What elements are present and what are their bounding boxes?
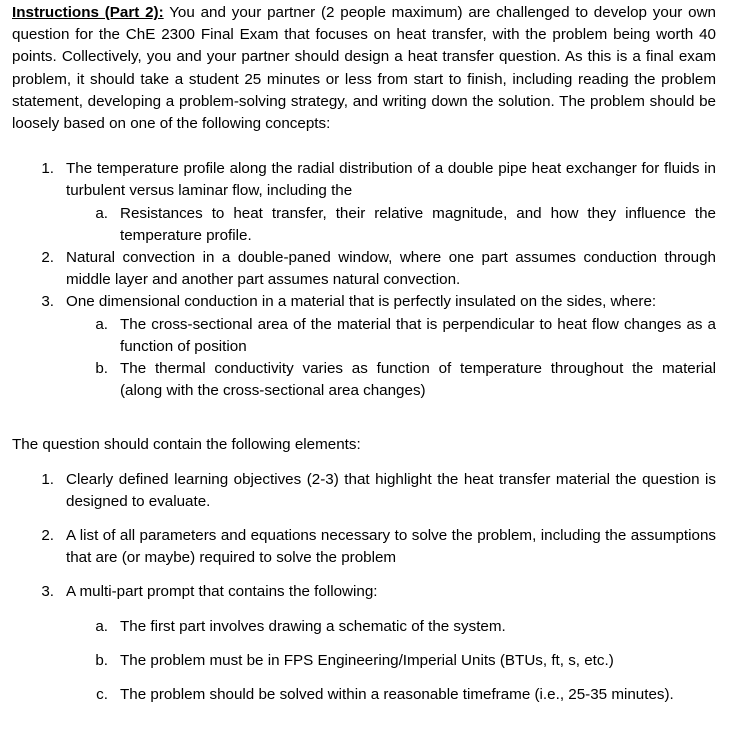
concepts-list [12,158,716,402]
list-number: 3. [41,293,54,311]
sub-list-text: The thermal conductivity varies as function of temperature throughout the material (along with the cross-sectional area changes) [120,360,716,400]
sub-list-item [12,358,716,402]
list-text: A list of all parameters and equations necessary to solve the problem, including the assumptions that are (or maybe) required to solve the problem [66,527,716,567]
sub-list-item [12,684,716,706]
list-item [12,469,716,513]
list-number: 1. [41,160,54,178]
instructions-text: You and your partner (2 people maximum) are challenged to develop your own question for the ChE 2300 Final Exam that focuses on heat transfer, with the problem being worth 40 points. Collectively, you and your partner should design a heat transfer question. As this is a final exam problem, it should take a student 25 minutes or less from start to finish, including reading the problem statement, developing a problem-solving strategy, and writing down the solution. The problem should be loosely based on one of the following concepts: [12,4,716,133]
elements-heading: The question should contain the following elements: [12,436,361,454]
elements-list [12,469,716,707]
sub-list-item [12,314,716,358]
sub-list-item [12,203,716,247]
instructions-label: Instructions (Part 2): [12,4,164,21]
sub-list-letter: a. [95,204,108,222]
sub-list-item [12,616,716,638]
sub-list-item [12,650,716,672]
list-text: Natural convection in a double-paned window, where one part assumes conduction through middle layer and another part assumes natural convection. [66,249,716,289]
sub-list-text: Resistances to heat transfer, their relative magnitude, and how they influence the temperature profile. [120,204,716,244]
list-item [12,291,716,313]
sub-list-text: The problem must be in FPS Engineering/Imperial Units (BTUs, ft, s, etc.) [120,651,614,669]
list-text: Clearly defined learning objectives (2-3) that highlight the heat transfer material the question is designed to evaluate. [66,470,716,510]
list-text: A multi-part prompt that contains the following: [66,583,378,601]
instructions-paragraph [12,2,716,135]
sub-list-text: The problem should be solved within a reasonable timeframe (i.e., 25-35 minutes). [120,686,674,704]
list-text: One dimensional conduction in a material that is perfectly insulated on the sides, where: [66,293,657,311]
list-item [12,247,716,291]
list-text: The temperature profile along the radial distribution of a double pipe heat exchanger for fluids in turbulent versus laminar flow, including the [66,160,716,200]
list-number: 2. [41,527,54,545]
list-item [12,158,716,202]
sub-list-letter: b. [95,360,108,378]
sub-list-letter: a. [95,617,108,635]
sub-list-letter: a. [95,315,108,333]
list-number: 1. [41,470,54,488]
list-item [12,525,716,569]
sub-list-letter: c. [96,686,108,704]
document-body [12,2,716,706]
sub-list-text: The cross-sectional area of the material that is perpendicular to heat flow changes as a function of position [120,315,716,355]
sub-list-letter: b. [95,651,108,669]
sub-list-text: The first part involves drawing a schematic of the system. [120,617,506,635]
list-item [12,581,716,603]
list-number: 3. [41,583,54,601]
list-number: 2. [41,249,54,267]
